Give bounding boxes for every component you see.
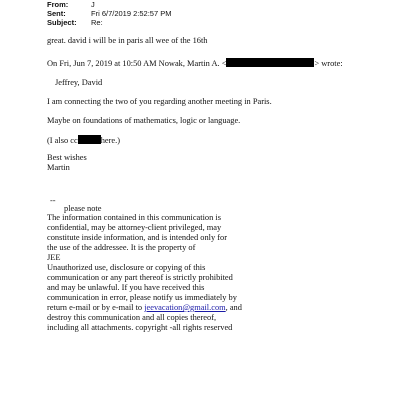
reply-text: great. david i will be in paris all wee of the 16th: [47, 36, 208, 45]
quote-closing-2: Martin: [47, 163, 70, 172]
redaction-box: [226, 58, 314, 67]
disclaimer-line: constitute inside information, and is intended only for: [47, 233, 228, 242]
disclaimer-line: communication in error, please notify us immediately by: [47, 293, 237, 302]
redaction-box: [78, 135, 101, 144]
disclaimer-email-line: [47, 303, 242, 313]
disclaimer-line: destroy this communication and all copies thereof,: [47, 313, 217, 322]
quote-paragraph-2: Maybe on foundations of mathematics, logic or language.: [47, 116, 241, 125]
from-value: J: [91, 0, 95, 9]
quote-cc-before: (I also cc: [47, 136, 78, 145]
disclaimer-line: communication or any part thereof is strictly prohibited: [47, 273, 233, 282]
disclaimer-line: confidential, may be attorney-client privileged, may: [47, 223, 222, 232]
disclaimer-email-before: return e-mail or by e-mail to: [47, 303, 145, 312]
from-label: From:: [47, 0, 69, 9]
email-link[interactable]: jeevacation@gmail.com: [144, 303, 226, 312]
signature-note-heading: please note: [64, 204, 102, 213]
quote-intro: [47, 58, 343, 69]
quote-cc-after: here.): [100, 136, 120, 145]
quote-intro-before: On Fri, Jun 7, 2019 at 10:50 AM Nowak, Martin A. <: [47, 59, 227, 68]
disclaimer-line: and may be unlawful. If you have received this: [47, 283, 205, 292]
disclaimer-line: the use of the addressee. It is the property of: [47, 243, 196, 252]
quote-intro-after: > wrote:: [314, 59, 343, 68]
signature-separator: --: [50, 196, 56, 205]
quote-greeting: Jeffrey, David: [55, 78, 103, 87]
disclaimer-line: JEE: [47, 253, 61, 262]
sent-value: Fri 6/7/2019 2:52:57 PM: [91, 9, 172, 18]
disclaimer-line: including all attachments. copyright -all rights reserved: [47, 323, 233, 332]
quote-closing-1: Best wishes: [47, 153, 87, 162]
quote-cc-line: [47, 135, 120, 146]
subject-label: Subject:: [47, 18, 77, 27]
disclaimer-email-after: , and: [225, 303, 242, 312]
sent-label: Sent:: [47, 9, 66, 18]
disclaimer-line: Unauthorized use, disclosure or copying of this: [47, 263, 206, 272]
disclaimer-line: The information contained in this communication is: [47, 213, 221, 222]
subject-value: Re:: [91, 18, 103, 27]
quote-paragraph-1: I am connecting the two of you regarding another meeting in Paris.: [47, 97, 272, 106]
